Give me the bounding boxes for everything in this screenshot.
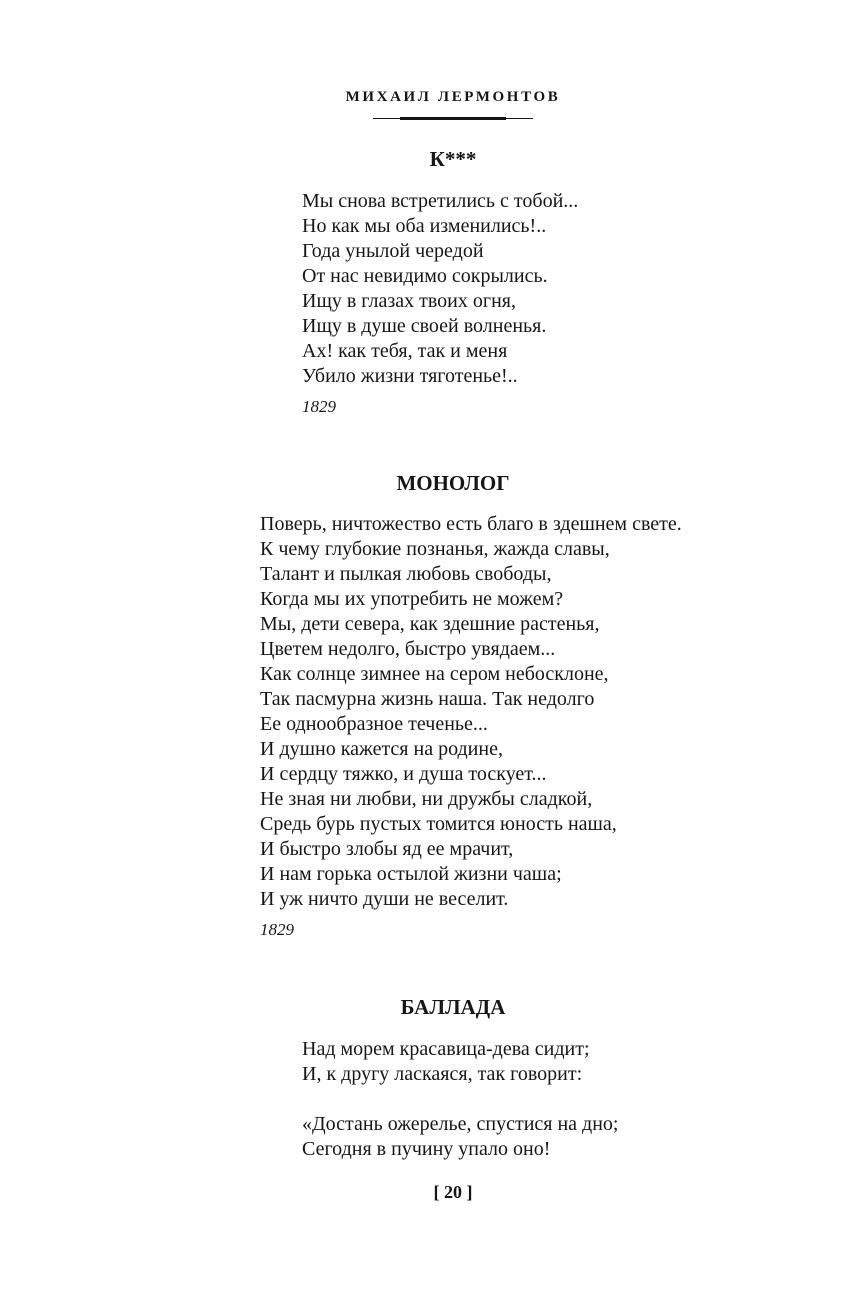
verse-line: Талант и пылкая любовь свободы, [260, 563, 552, 585]
verse-line: К чему глубокие познанья, жажда славы, [260, 538, 610, 560]
verse-line: И быстро злобы яд ее мрачит, [260, 838, 514, 860]
verse-line: Ищу в душе своей волненья. [302, 315, 547, 337]
ornament-thick-line [400, 117, 506, 120]
poem-stanza [302, 1112, 618, 1162]
header-ornament-rule [373, 117, 533, 121]
verse-line: Убило жизни тяготенье!.. [302, 365, 518, 387]
verse-line: И, к другу ласкаяся, так говорит: [302, 1063, 583, 1085]
verse-line: Цветем недолго, быстро увядаем... [260, 638, 556, 660]
verse-line: Средь бурь пустых томится юность наша, [260, 813, 617, 835]
verse-line: И уж ничто души не веселит. [260, 888, 509, 910]
verse-line: Не зная ни любви, ни дружбы сладкой, [260, 788, 593, 810]
verse-line: Года унылой чередой [302, 240, 484, 262]
poem-stanza [302, 189, 578, 389]
poem-stanza [260, 512, 682, 912]
verse-line: Ах! как тебя, так и меня [302, 340, 508, 362]
verse-line: «Достань ожерелье, спустися на дно; [302, 1113, 619, 1135]
poem-date: 1829 [302, 397, 336, 416]
verse-line: Мы снова встретились с тобой... [302, 190, 579, 212]
verse-line: Ищу в глазах твоих огня, [302, 290, 516, 312]
verse-line: От нас невидимо сокрылись. [302, 265, 548, 287]
poem-title: БАЛЛАДА [400, 995, 506, 1019]
verse-line: Мы, дети севера, как здешние растенья, [260, 613, 600, 635]
poem-date: 1829 [260, 920, 294, 939]
verse-line: Над морем красавица-дева сидит; [302, 1038, 590, 1060]
poem-stanza [302, 1037, 590, 1087]
verse-line: Так пасмурна жизнь наша. Так недолго [260, 688, 595, 710]
verse-line: И нам горька остылой жизни чаша; [260, 863, 562, 885]
verse-line: Когда мы их употребить не можем? [260, 588, 564, 610]
verse-line: Но как мы оба изменились!.. [302, 215, 547, 237]
verse-line: И сердцу тяжко, и душа тоскует... [260, 763, 547, 785]
verse-line: Ее однообразное теченье... [260, 713, 488, 735]
page-number: [ 20 ] [433, 1182, 473, 1202]
poem-title: К*** [429, 147, 477, 171]
running-head: МИХАИЛ ЛЕРМОНТОВ [345, 89, 561, 105]
verse-line: Сегодня в пучину упало оно! [302, 1138, 551, 1160]
verse-line: И душно кажется на родине, [260, 738, 503, 760]
verse-line: Как солнце зимнее на сером небосклоне, [260, 663, 609, 685]
poem-title: МОНОЛОГ [396, 471, 510, 495]
verse-line: Поверь, ничтожество есть благо в здешнем свете. [260, 513, 682, 535]
